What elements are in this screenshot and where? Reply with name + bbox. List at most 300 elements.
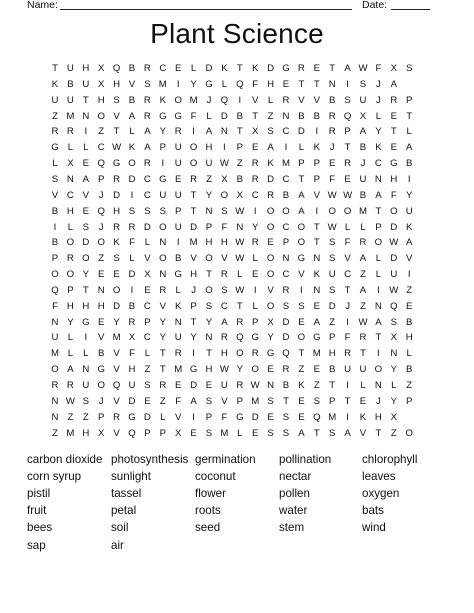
grid-letter: Y (405, 189, 413, 201)
grid-letter: A (405, 142, 413, 154)
grid-letter: Y (159, 126, 166, 138)
grid-letter: S (221, 205, 228, 217)
grid-letter: W (389, 237, 399, 249)
grid-letter: O (51, 269, 59, 281)
grid-letter: T (329, 380, 336, 391)
grid-letter: R (143, 110, 151, 122)
grid-letter: L (298, 142, 305, 154)
grid-letter: R (128, 221, 136, 233)
grid-letter: T (206, 269, 212, 281)
grid-letter: B (128, 63, 136, 74)
grid-letter: S (328, 427, 336, 439)
grid-letter: Z (52, 427, 58, 439)
grid-letter: T (52, 63, 58, 74)
grid-letter: I (346, 380, 349, 391)
grid-letter: L (144, 348, 151, 360)
grid-letter: F (129, 348, 135, 360)
grid-letter: N (267, 380, 275, 391)
grid-letter: M (328, 411, 337, 423)
grid-letter: I (346, 316, 349, 328)
grid-letter: S (128, 205, 136, 217)
grid-letter: B (174, 253, 182, 265)
grid-letter: D (128, 269, 136, 281)
grid-letter: J (345, 300, 350, 312)
grid-letter: S (282, 427, 290, 439)
grid-letter: D (390, 221, 398, 233)
grid-letter: Q (236, 78, 244, 90)
grid-letter: E (328, 158, 336, 170)
grid-letter: U (220, 380, 228, 391)
grid-letter: R (51, 126, 59, 138)
grid-letter: O (82, 253, 90, 265)
grid-letter: E (205, 380, 213, 391)
grid-letter: S (313, 395, 320, 407)
grid-letter: E (313, 300, 320, 312)
grid-letter: Y (190, 78, 197, 90)
grid-letter: R (359, 332, 367, 344)
grid-letter: T (236, 300, 243, 312)
grid-letter: O (405, 427, 413, 439)
grid-letter: Z (298, 364, 305, 376)
grid-letter: P (313, 173, 320, 185)
grid-letter: I (377, 284, 380, 296)
grid-letter: R (328, 126, 336, 138)
word-item: soil (111, 521, 129, 535)
grid-letter: N (51, 411, 59, 423)
grid-letter: G (251, 332, 259, 344)
grid-letter: L (344, 221, 351, 233)
grid-letter: C (282, 269, 290, 281)
grid-letter: X (97, 78, 105, 90)
grid-letter: D (113, 189, 121, 201)
grid-letter: M (359, 205, 367, 217)
grid-letter: O (374, 364, 383, 376)
grid-letter: R (66, 126, 74, 138)
grid-letter: N (205, 332, 213, 344)
grid-letter: S (144, 78, 151, 90)
grid-letter: S (267, 427, 274, 439)
grid-letter: B (328, 364, 336, 376)
grid-letter: W (112, 142, 122, 154)
grid-letter: L (52, 158, 58, 170)
grid-letter: C (282, 126, 290, 138)
grid-letter: I (346, 411, 349, 423)
grid-letter: U (359, 173, 367, 185)
grid-letter: E (267, 237, 274, 249)
grid-letter: S (267, 395, 274, 407)
grid-letter: O (51, 364, 59, 376)
grid-letter: F (252, 78, 259, 90)
grid-letter: S (159, 205, 166, 217)
grid-letter: U (159, 189, 167, 201)
grid-letter: V (174, 411, 182, 423)
grid-letter: D (220, 110, 228, 122)
grid-letter: U (359, 364, 367, 376)
grid-letter: B (359, 142, 367, 154)
grid-letter: C (66, 189, 74, 201)
grid-letter: M (66, 110, 75, 122)
grid-letter: S (344, 94, 351, 106)
grid-letter: P (344, 126, 351, 138)
grid-letter: P (159, 427, 166, 439)
grid-letter: O (328, 205, 336, 217)
grid-letter: T (313, 78, 320, 90)
grid-letter: T (313, 237, 320, 249)
grid-letter: E (251, 142, 259, 154)
grid-letter: L (406, 348, 412, 360)
grid-letter: V (113, 364, 120, 376)
grid-letter: N (51, 316, 59, 328)
grid-letter: O (297, 237, 306, 249)
grid-letter: Q (282, 348, 290, 360)
grid-letter: C (143, 189, 151, 201)
grid-letter: U (359, 94, 367, 106)
grid-letter: O (251, 364, 259, 376)
grid-letter: U (174, 332, 182, 344)
grid-letter: L (406, 126, 412, 138)
grid-letter: N (66, 173, 74, 185)
grid-letter: O (112, 284, 121, 296)
grid-letter: U (82, 78, 90, 90)
grid-letter: S (205, 300, 213, 312)
grid-letter: S (282, 300, 290, 312)
grid-letter: P (174, 205, 182, 217)
grid-letter: Y (375, 126, 382, 138)
grid-letter: T (283, 395, 289, 407)
grid-letter: K (405, 221, 413, 233)
grid-letter: M (51, 348, 59, 360)
word-item: stem (279, 521, 305, 535)
grid-letter: F (221, 411, 228, 423)
grid-letter: P (251, 316, 259, 328)
grid-letter: J (375, 94, 381, 106)
grid-letter: G (282, 63, 290, 74)
grid-letter: E (190, 427, 197, 439)
grid-letter: B (67, 78, 74, 90)
grid-letter: N (159, 269, 167, 281)
grid-letter: R (113, 411, 121, 423)
grid-letter: D (143, 411, 151, 423)
grid-letter: W (65, 395, 75, 407)
grid-letter: R (344, 348, 352, 360)
grid-letter: C (97, 142, 105, 154)
word-item: sunlight (111, 470, 151, 484)
grid-letter: P (236, 395, 243, 407)
grid-letter: Z (329, 316, 336, 328)
word-item: pistil (27, 487, 51, 501)
grid-letter: R (113, 173, 121, 185)
grid-letter: X (251, 126, 259, 138)
grid-letter: K (375, 142, 382, 154)
grid-letter: R (174, 126, 182, 138)
grid-letter: U (66, 94, 74, 106)
grid-letter: S (328, 253, 336, 265)
grid-letter: V (313, 94, 320, 106)
grid-letter: Z (313, 380, 320, 391)
grid-letter: M (189, 237, 198, 249)
word-item: bats (362, 504, 384, 518)
grid-letter: L (67, 221, 74, 233)
grid-letter: S (221, 284, 228, 296)
grid-letter: O (159, 221, 167, 233)
grid-letter: V (221, 253, 228, 265)
name-label: Name: (27, 0, 58, 11)
grid-letter: N (220, 126, 228, 138)
grid-letter: R (174, 348, 182, 360)
grid-letter: L (175, 284, 181, 296)
grid-letter: F (175, 395, 182, 407)
grid-letter: H (374, 411, 382, 423)
grid-letter: P (205, 411, 213, 423)
grid-letter: H (82, 63, 90, 74)
grid-letter: T (344, 395, 351, 407)
grid-letter: R (282, 364, 290, 376)
grid-letter: E (282, 78, 290, 90)
grid-letter: T (206, 348, 212, 360)
grid-letter: Z (390, 427, 397, 439)
grid-letter: F (221, 221, 228, 233)
grid-letter: L (391, 380, 397, 391)
grid-letter: W (219, 364, 229, 376)
grid-letter: L (67, 348, 74, 360)
grid-letter: H (128, 364, 136, 376)
grid-letter: R (282, 94, 290, 106)
grid-letter: Q (51, 284, 59, 296)
grid-letter: E (251, 427, 259, 439)
grid-letter: L (190, 63, 197, 74)
grid-letter: U (344, 364, 352, 376)
grid-letter: T (190, 189, 197, 201)
grid-letter: L (252, 253, 258, 265)
grid-letter: S (267, 126, 274, 138)
grid-letter: H (82, 427, 90, 439)
grid-letter: Q (343, 110, 352, 122)
grid-letter: U (51, 94, 59, 106)
grid-letter: S (113, 94, 120, 106)
grid-letter: O (266, 205, 275, 217)
word-item: pollination (279, 453, 332, 466)
grid-letter: F (329, 173, 336, 185)
grid-letter: T (406, 110, 413, 122)
grid-letter: I (407, 173, 411, 185)
grid-letter: O (266, 253, 275, 265)
grid-letter: D (205, 63, 213, 74)
grid-letter: H (113, 205, 121, 217)
grid-letter: T (190, 205, 197, 217)
grid-letter: T (82, 94, 89, 106)
grid-letter: J (329, 142, 335, 154)
grid-letter: G (112, 158, 121, 170)
grid-letter: N (205, 205, 213, 217)
grid-letter: O (205, 253, 213, 265)
grid-letter: O (174, 94, 182, 106)
grid-letter: C (344, 269, 352, 281)
grid-letter: S (82, 395, 89, 407)
word-item: water (279, 504, 308, 518)
grid-letter: X (390, 63, 397, 74)
grid-letter: W (235, 237, 245, 249)
grid-letter: H (66, 205, 74, 217)
word-item: pollen (279, 487, 310, 501)
grid-letter: I (407, 269, 411, 281)
grid-letter: R (51, 380, 59, 391)
grid-letter: U (174, 189, 182, 201)
grid-letter: G (266, 348, 275, 360)
grid-letter: Z (144, 364, 151, 376)
grid-letter: L (237, 427, 243, 439)
grid-letter: T (344, 284, 351, 296)
grid-letter: A (298, 189, 305, 201)
grid-letter: N (328, 78, 336, 90)
grid-letter: C (220, 300, 228, 312)
grid-letter: K (128, 142, 136, 154)
grid-letter: M (112, 332, 121, 344)
grid-letter: O (189, 158, 198, 170)
grid-letter: R (328, 110, 336, 122)
grid-letter: X (144, 269, 151, 281)
grid-letter: A (190, 395, 197, 407)
grid-letter: X (97, 63, 105, 74)
grid-letter: S (298, 300, 305, 312)
grid-letter: U (128, 380, 136, 391)
grid-letter: C (251, 189, 259, 201)
grid-letter: Q (97, 158, 105, 170)
grid-letter: M (220, 427, 229, 439)
grid-letter: R (128, 316, 136, 328)
grid-letter: H (267, 78, 275, 90)
grid-letter: T (236, 63, 243, 74)
grid-letter: Q (220, 94, 229, 106)
grid-letter: H (205, 364, 213, 376)
grid-letter: X (97, 427, 105, 439)
grid-letter: H (190, 269, 198, 281)
grid-letter: U (205, 158, 213, 170)
grid-letter: K (359, 411, 367, 423)
grid-letter: Z (406, 284, 413, 296)
grid-letter: E (390, 142, 397, 154)
grid-letter: B (51, 237, 59, 249)
word-item: chlorophyll (362, 453, 418, 466)
grid-letter: X (67, 158, 74, 170)
grid-letter: W (235, 253, 245, 265)
grid-letter: I (130, 284, 134, 296)
grid-letter: A (221, 316, 228, 328)
grid-letter: T (82, 284, 89, 296)
grid-letter: V (251, 94, 259, 106)
grid-letter: Q (128, 427, 136, 439)
grid-letter: O (128, 158, 136, 170)
grid-letter: L (206, 110, 212, 122)
grid-letter: R (220, 332, 228, 344)
grid-letter: Y (205, 189, 213, 201)
grid-letter: G (128, 411, 136, 423)
grid-letter: R (282, 284, 290, 296)
grid-letter: N (282, 110, 290, 122)
grid-letter: H (97, 94, 105, 106)
grid-letter: P (328, 332, 336, 344)
grid-letter: X (236, 189, 243, 201)
grid-letter: I (300, 284, 303, 296)
grid-letter: B (282, 380, 290, 391)
grid-letter: O (297, 332, 306, 344)
grid-letter: A (375, 189, 382, 201)
grid-letter: V (344, 253, 351, 265)
grid-letter: D (297, 126, 305, 138)
grid-letter: V (405, 253, 413, 265)
grid-letter: X (390, 332, 397, 344)
grid-letter: O (282, 205, 290, 217)
grid-letter: Z (82, 411, 89, 423)
date-field[interactable] (391, 9, 430, 10)
grid-letter: C (282, 173, 290, 185)
grid-letter: V (128, 78, 136, 90)
word-item: carbon dioxide (27, 453, 103, 466)
grid-letter: G (313, 332, 321, 344)
grid-letter: C (143, 332, 151, 344)
grid-letter: P (298, 158, 305, 170)
grid-letter: Y (82, 269, 89, 281)
grid-letter: T (344, 142, 351, 154)
grid-letter: G (390, 158, 398, 170)
grid-letter: V (221, 395, 228, 407)
grid-letter: Q (390, 300, 398, 312)
grid-letter: C (159, 63, 167, 74)
grid-letter: K (313, 142, 320, 154)
grid-letter: M (251, 395, 260, 407)
grid-letter: K (51, 78, 59, 90)
grid-letter: O (266, 221, 275, 233)
grid-letter: P (405, 94, 413, 106)
grid-letter: R (159, 380, 167, 391)
grid-letter: B (128, 300, 136, 312)
grid-letter: F (390, 189, 397, 201)
grid-letter: B (51, 205, 59, 217)
grid-letter: C (282, 221, 290, 233)
grid-letter: B (405, 316, 413, 328)
word-item: nectar (279, 470, 312, 484)
grid-letter: R (159, 284, 167, 296)
grid-letter: D (128, 173, 136, 185)
grid-letter: E (251, 269, 259, 281)
grid-letter: A (359, 284, 367, 296)
grid-letter: Z (406, 380, 413, 391)
grid-letter: H (113, 78, 121, 90)
grid-letter: L (375, 110, 382, 122)
grid-letter: I (176, 237, 180, 249)
name-field[interactable] (60, 9, 352, 10)
grid-letter: B (236, 110, 243, 122)
grid-letter: D (282, 332, 290, 344)
grid-letter: A (375, 316, 382, 328)
grid-letter: A (405, 237, 413, 249)
grid-letter: V (267, 284, 274, 296)
grid-letter: V (113, 110, 120, 122)
grid-letter: F (129, 237, 135, 249)
grid-letter: M (66, 427, 75, 439)
grid-letter: I (176, 78, 180, 90)
grid-letter: T (159, 348, 166, 360)
grid-letter: L (237, 269, 243, 281)
grid-letter: L (144, 237, 151, 249)
grid-letter: L (375, 253, 382, 265)
grid-letter: S (144, 205, 151, 217)
grid-letter: B (405, 158, 413, 170)
grid-letter: N (159, 237, 167, 249)
grid-letter: I (238, 94, 242, 106)
grid-letter: N (374, 173, 382, 185)
grid-letter: O (266, 269, 275, 281)
grid-letter: T (113, 126, 120, 138)
